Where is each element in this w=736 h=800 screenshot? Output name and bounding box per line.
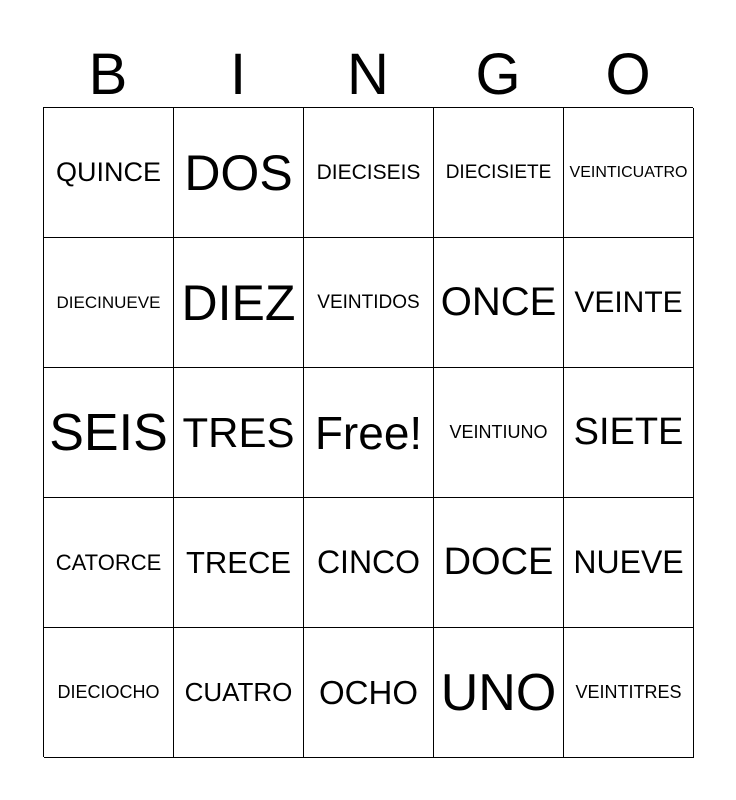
bingo-cell: SEIS xyxy=(44,368,174,498)
bingo-cell-free: Free! xyxy=(304,368,434,498)
bingo-cell: UNO xyxy=(434,628,564,758)
bingo-cell: DIEZ xyxy=(174,238,304,368)
bingo-cell: CATORCE xyxy=(44,498,174,628)
bingo-cell: DOS xyxy=(174,108,304,238)
bingo-cell: DIECISEIS xyxy=(304,108,434,238)
bingo-cell: DIECISIETE xyxy=(434,108,564,238)
bingo-cell: TRES xyxy=(174,368,304,498)
bingo-cell: VEINTIDOS xyxy=(304,238,434,368)
bingo-cell: OCHO xyxy=(304,628,434,758)
bingo-cell: CINCO xyxy=(304,498,434,628)
bingo-cell: SIETE xyxy=(564,368,694,498)
header-letter-n: N xyxy=(347,42,389,107)
bingo-header xyxy=(43,40,693,110)
bingo-cell: VEINTITRES xyxy=(564,628,694,758)
bingo-cell: VEINTE xyxy=(564,238,694,368)
header-letter-o: O xyxy=(605,42,651,107)
bingo-cell: CUATRO xyxy=(174,628,304,758)
bingo-cell: ONCE xyxy=(434,238,564,368)
bingo-cell: QUINCE xyxy=(44,108,174,238)
bingo-cell: VEINTIUNO xyxy=(434,368,564,498)
bingo-cell: DIECIOCHO xyxy=(44,628,174,758)
header-letter-g: G xyxy=(475,42,521,107)
bingo-cell: DIECINUEVE xyxy=(44,238,174,368)
bingo-cell: NUEVE xyxy=(564,498,694,628)
header-letter-i: I xyxy=(229,42,247,107)
bingo-card-grid xyxy=(43,107,693,757)
bingo-cell: TRECE xyxy=(174,498,304,628)
bingo-cell: DOCE xyxy=(434,498,564,628)
bingo-cell: VEINTICUATRO xyxy=(564,108,694,238)
header-letter-b: B xyxy=(88,42,128,107)
